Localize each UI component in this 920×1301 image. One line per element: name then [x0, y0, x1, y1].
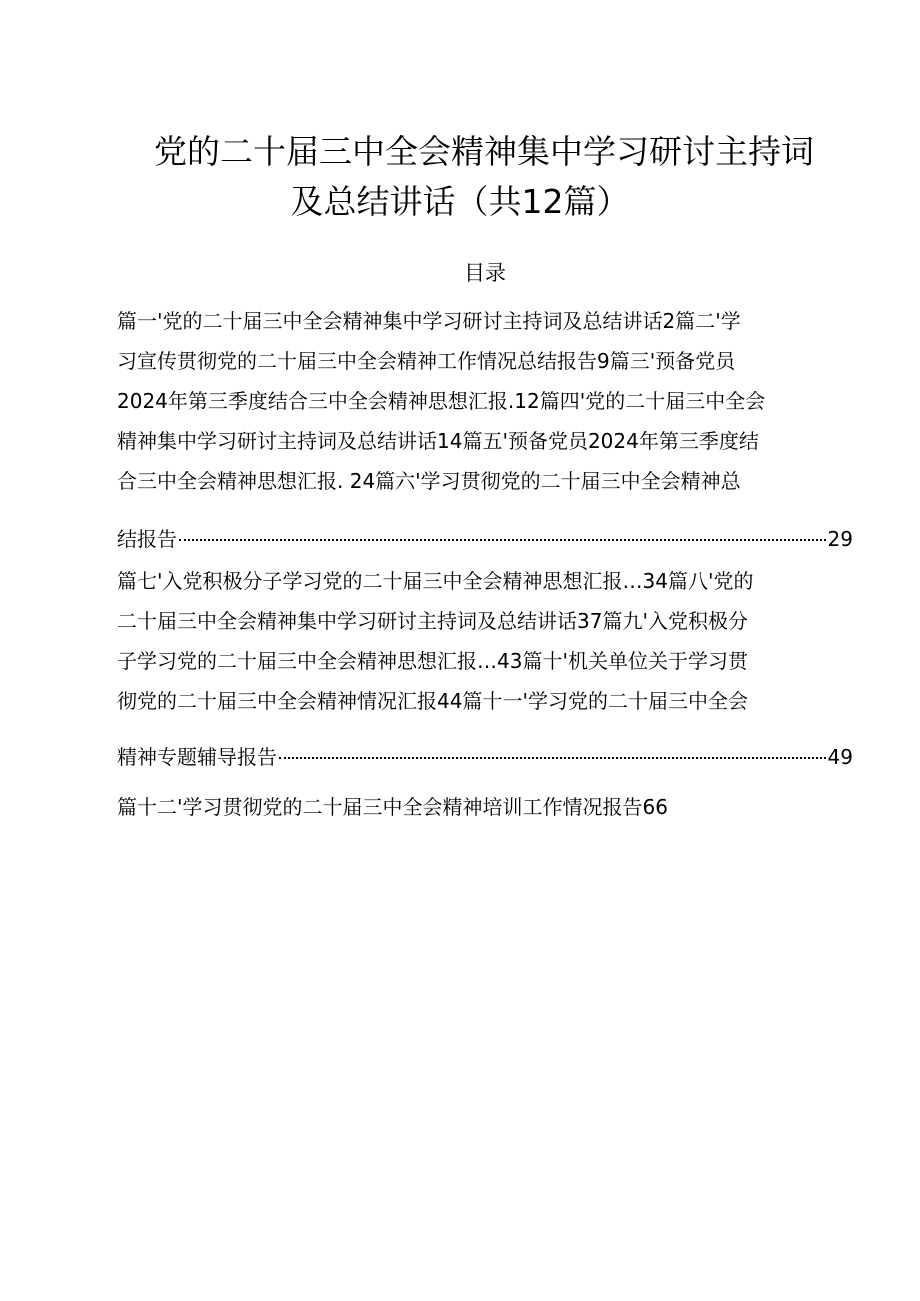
- toc-line: 习宣传贯彻党的二十届三中全会精神工作情况总结报告9篇三'预备党员: [117, 349, 736, 373]
- toc-line-with-leader: [117, 742, 853, 772]
- toc-line: 子学习党的二十届三中全会精神思想汇报…43篇十'机关单位关于学习贯: [117, 649, 748, 673]
- toc-page-number: 29: [827, 527, 853, 551]
- toc-line: 篇一'党的二十届三中全会精神集中学习研讨主持词及总结讲话2篇二'学: [117, 309, 741, 333]
- toc-line: 2024年第三季度结合三中全会精神思想汇报.12篇四'党的二十届三中全会: [117, 389, 766, 413]
- toc-line: 彻党的二十届三中全会精神情况汇报44篇十一'学习党的二十届三中全会: [117, 689, 748, 713]
- toc-line: 篇十二'学习贯彻党的二十届三中全会精神培训工作情况报告66: [117, 795, 668, 819]
- toc-line: 篇七'入党积极分子学习党的二十届三中全会精神思想汇报…34篇八'党的: [117, 569, 754, 593]
- toc-line: 精神集中学习研讨主持词及总结讲话14篇五'预备党员2024年第三季度结: [117, 429, 759, 453]
- toc-line-text: 结报告: [117, 527, 177, 551]
- toc-heading: 目录: [464, 261, 506, 285]
- document-title-line-2: 及总结讲话（共12篇）: [290, 182, 630, 221]
- toc-line: 二十届三中全会精神集中学习研讨主持词及总结讲话37篇九'入党积极分: [117, 609, 748, 633]
- dot-leader: [279, 757, 826, 759]
- document-title-line-1: 党的二十届三中全会精神集中学习研讨主持词: [154, 132, 814, 171]
- toc-line-with-leader: [117, 524, 853, 554]
- toc-line-text: 精神专题辅导报告: [117, 745, 277, 769]
- dot-leader: [179, 539, 826, 541]
- toc-line: 合三中全会精神思想汇报. 24篇六'学习贯彻党的二十届三中全会精神总: [117, 469, 741, 493]
- toc-page-number: 49: [827, 745, 853, 769]
